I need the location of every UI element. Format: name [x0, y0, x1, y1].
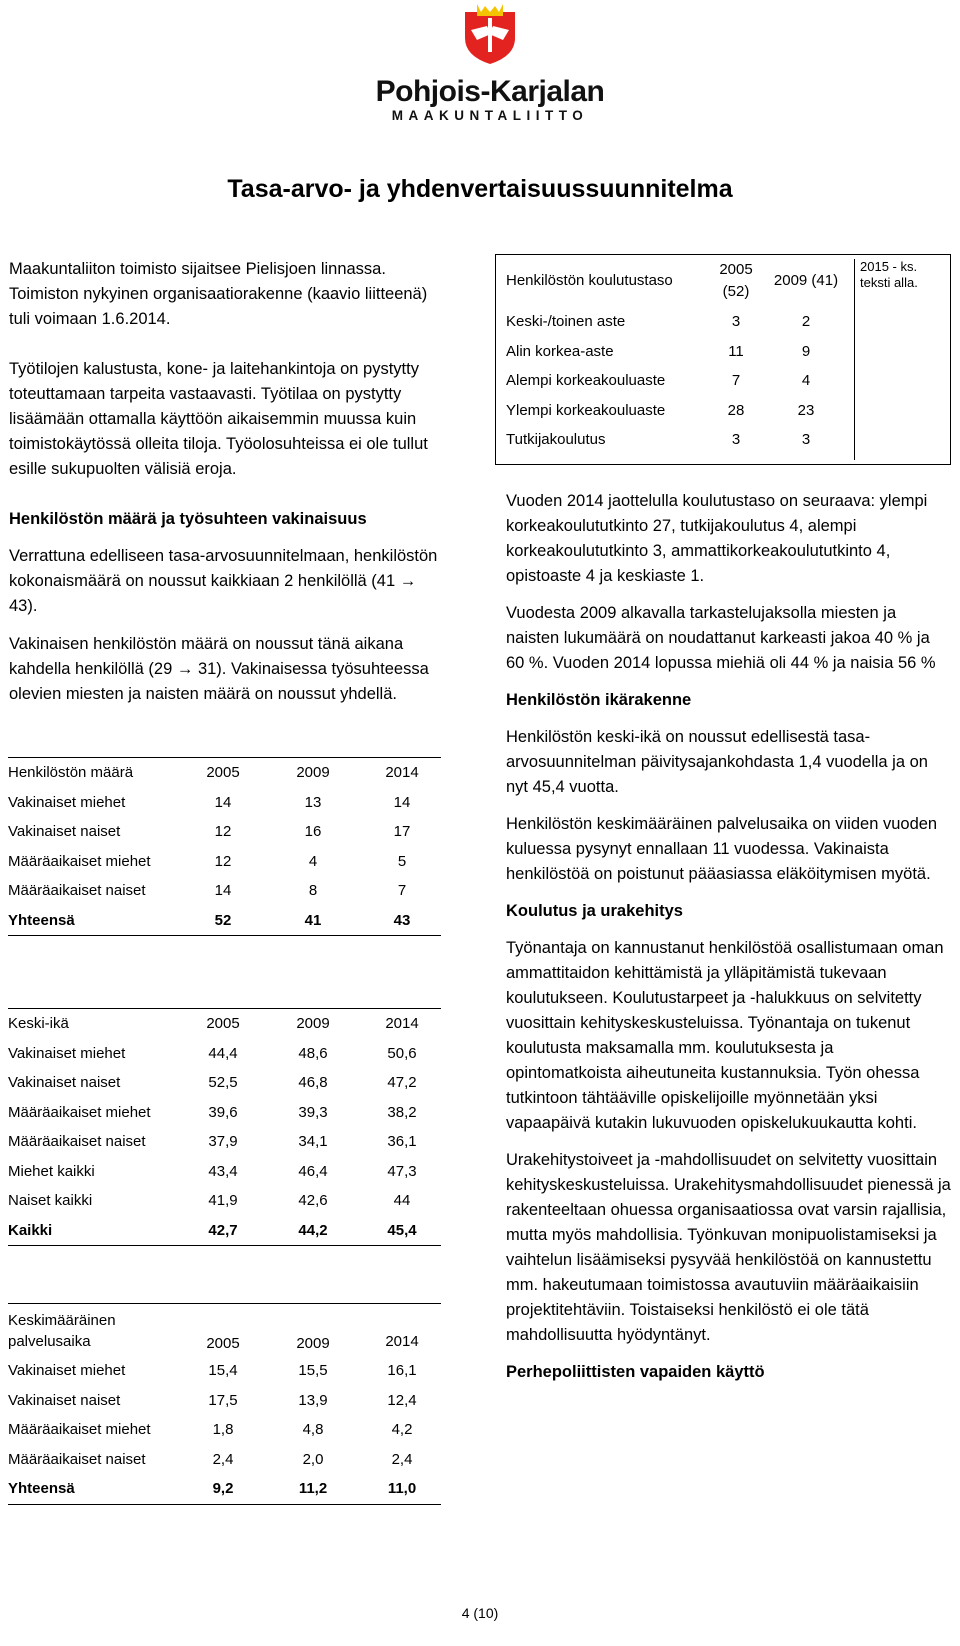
paragraph: Henkilöstön keski-ikä on noussut edellisestä tasa-arvosuunnitelman päivitysajankohdasta 1,4 vuodella ja on nyt 45,4 vuotta. [506, 728, 928, 796]
logo [375, 0, 605, 125]
paragraph: Vuoden 2014 jaottelulla koulutustaso on seuraava: ylempi korkeakoulututkinto 27, tutkijakoulutus 4, alempi korkeakoulututkinto 3, ammattikorkeakoulututkinto 4, opistoaste 4 ja keskiaste 1. [506, 492, 928, 585]
paragraph: Vuodesta 2009 alkavalla tarkastelujaksolla miesten ja naisten lukumäärä on noudattanut karkeasti jakoa 40 % ja 60 %. Vuoden 2014 lopussa miehiä oli 44 % ja naisia 56 % [506, 604, 936, 672]
coat-of-arms-icon [457, 0, 523, 66]
staff-count-table [8, 757, 441, 936]
table-row: Vakinaiset miehet 14 13 14 [8, 793, 411, 811]
service-time-table [8, 1303, 441, 1505]
page-number: 4 (10) [461, 1605, 499, 1621]
education-note: 2015 - ks. teksti alla. [854, 259, 940, 460]
left-column [9, 257, 449, 707]
table-row: Vakinaiset naiset 52,5 46,8 47,2 [8, 1074, 417, 1092]
paragraph: Verrattuna edelliseen tasa-arvosuunnitelmaan, henkilöstön kokonaismäärä on noussut kaikkiaan 2 henkilöllä (41 → 43). [9, 547, 438, 615]
table-row: Määräaikaiset miehet 1,8 4,8 4,2 [8, 1421, 413, 1439]
page-title: Tasa-arvo- ja yhdenvertaisuussuunnitelma [227, 175, 733, 203]
section-heading: Henkilöstön määrä ja työsuhteen vakinaisuus [9, 510, 367, 528]
logo-name: Pohjois-Karjalan [375, 75, 605, 108]
table-row: Alin korkea-aste 11 9 [506, 342, 811, 360]
table-row: Tutkijakoulutus 3 3 [506, 431, 811, 449]
table-row: Alempi korkeakouluaste 7 4 [506, 372, 811, 390]
table-row: Miehet kaikki 43,4 46,4 47,3 [8, 1162, 417, 1180]
table-row: Naiset kaikki 41,9 42,6 44 [8, 1192, 411, 1210]
table-row: Vakinaiset naiset 17,5 13,9 12,4 [8, 1391, 417, 1409]
table-row: Ylempi korkeakouluaste 28 23 [506, 401, 815, 419]
section-heading: Perhepoliittisten vapaiden käyttö [506, 1363, 765, 1381]
table-header: Henkilöstön koulutustaso 2005 (52) 2009 (41) [506, 261, 839, 300]
table-row: Vakinaiset miehet 15,4 15,5 16,1 [8, 1362, 417, 1380]
paragraph: Työtilojen kalustusta, kone- ja laitehankintoja on pystytty toteuttamaan tarpeita vastaavasti. Työtilaa on pystytty lisäämään ottamalla käyttöön aikaisemmin muussa kuin toimistokäytössä olleita tiloja. Työolosuhteissa ei ole tullut esille sukupuolten välisiä eroja. [9, 360, 428, 478]
table-total-row: Yhteensä 9,2 11,2 11,0 [8, 1474, 441, 1504]
table-total-row: Kaikki 42,7 44,2 45,4 [8, 1216, 441, 1246]
paragraph: Vakinaisen henkilöstön määrä on noussut tänä aikana kahdella henkilöllä (29 → 31). Vakinaisessa työsuhteessa olevien miesten ja naisten määrä on noussut yhdellä. [9, 635, 429, 703]
table-header: Keskimääräinen palvelusaika 2005 2009 2014 [8, 1312, 419, 1352]
section-heading: Henkilöstön ikärakenne [506, 691, 692, 709]
table-row: Määräaikaiset naiset 2,4 2,0 2,4 [8, 1450, 413, 1468]
table-row: Määräaikaiset naiset 37,9 34,1 36,1 [8, 1133, 417, 1151]
education-level-box [495, 254, 951, 465]
table-header: Henkilöstön määrä 2005 2009 2014 [8, 764, 419, 782]
table-row: Määräaikaiset miehet 39,6 39,3 38,2 [8, 1103, 417, 1121]
table-row: Vakinaiset miehet 44,4 48,6 50,6 [8, 1044, 417, 1062]
table-row: Vakinaiset naiset 12 16 17 [8, 823, 411, 841]
table-row: Määräaikaiset miehet 12 4 5 [8, 852, 407, 870]
table-header: Keski-ikä 2005 2009 2014 [8, 1015, 419, 1033]
average-age-table [8, 1008, 441, 1246]
logo-subtitle: MAAKUNTALIITTO [391, 108, 589, 123]
paragraph: Urakehitystoiveet ja -mahdollisuudet on selvitetty vuosittain kehityskeskusteluissa. Urakehitysmahdollisuudet pienessä ja rakenteeltaan ohuessa organisaatiossa ovat varsin rajallisia, mutta myös mahdollisia. Työnkuvan monipuolistamiseksi ja vaihtelun lisäämiseksi pysyvää henkilöstöä on kannustettu mm. hakeutumaan toimistossa avautuviin määräaikaisiin projektitehtäviin. Toistaiseksi henkilöstö ei ole tätä mahdollisuutta hyödyntänyt. [506, 1151, 951, 1344]
education-level-table [506, 255, 846, 455]
table-row: Määräaikaiset naiset 14 8 7 [8, 882, 407, 900]
section-heading: Koulutus ja urakehitys [506, 902, 683, 920]
paragraph: Maakuntaliiton toimisto sijaitsee Pielisjoen linnassa. Toimiston nykyinen organisaatiorakenne (kaavio liitteenä) tuli voimaan 1.6.2014. [9, 260, 428, 328]
table-total-row: Yhteensä 52 41 43 [8, 906, 441, 936]
right-column [506, 489, 951, 1385]
table-row: Keski-/toinen aste 3 2 [506, 313, 811, 331]
paragraph: Henkilöstön keskimääräinen palvelusaika on viiden vuoden kuluessa pysynyt ennallaan 11 vuodessa. Vakinaista henkilöstöä on poistunut pääasiassa eläköitymisen myötä. [506, 815, 938, 883]
paragraph: Työnantaja on kannustanut henkilöstöä osallistumaan oman ammattitaidon kehittämistä ja ylläpitämistä tukevaan koulutukseen. Koulutustarpeet ja -halukkuus on selvitetty vuosittain kehityskeskusteluissa. Työnantaja on tukenut koulutusta maksamalla mm. koulutuksesta ja opintomatkoista aiheutuneita kustannuksia. Työn ohessa tutkintoon tähtääville opiskelijoille myönnetään yksi vapaapäivä kutakin lukuvuoden opiskelukuukautta kohti. [506, 939, 944, 1132]
